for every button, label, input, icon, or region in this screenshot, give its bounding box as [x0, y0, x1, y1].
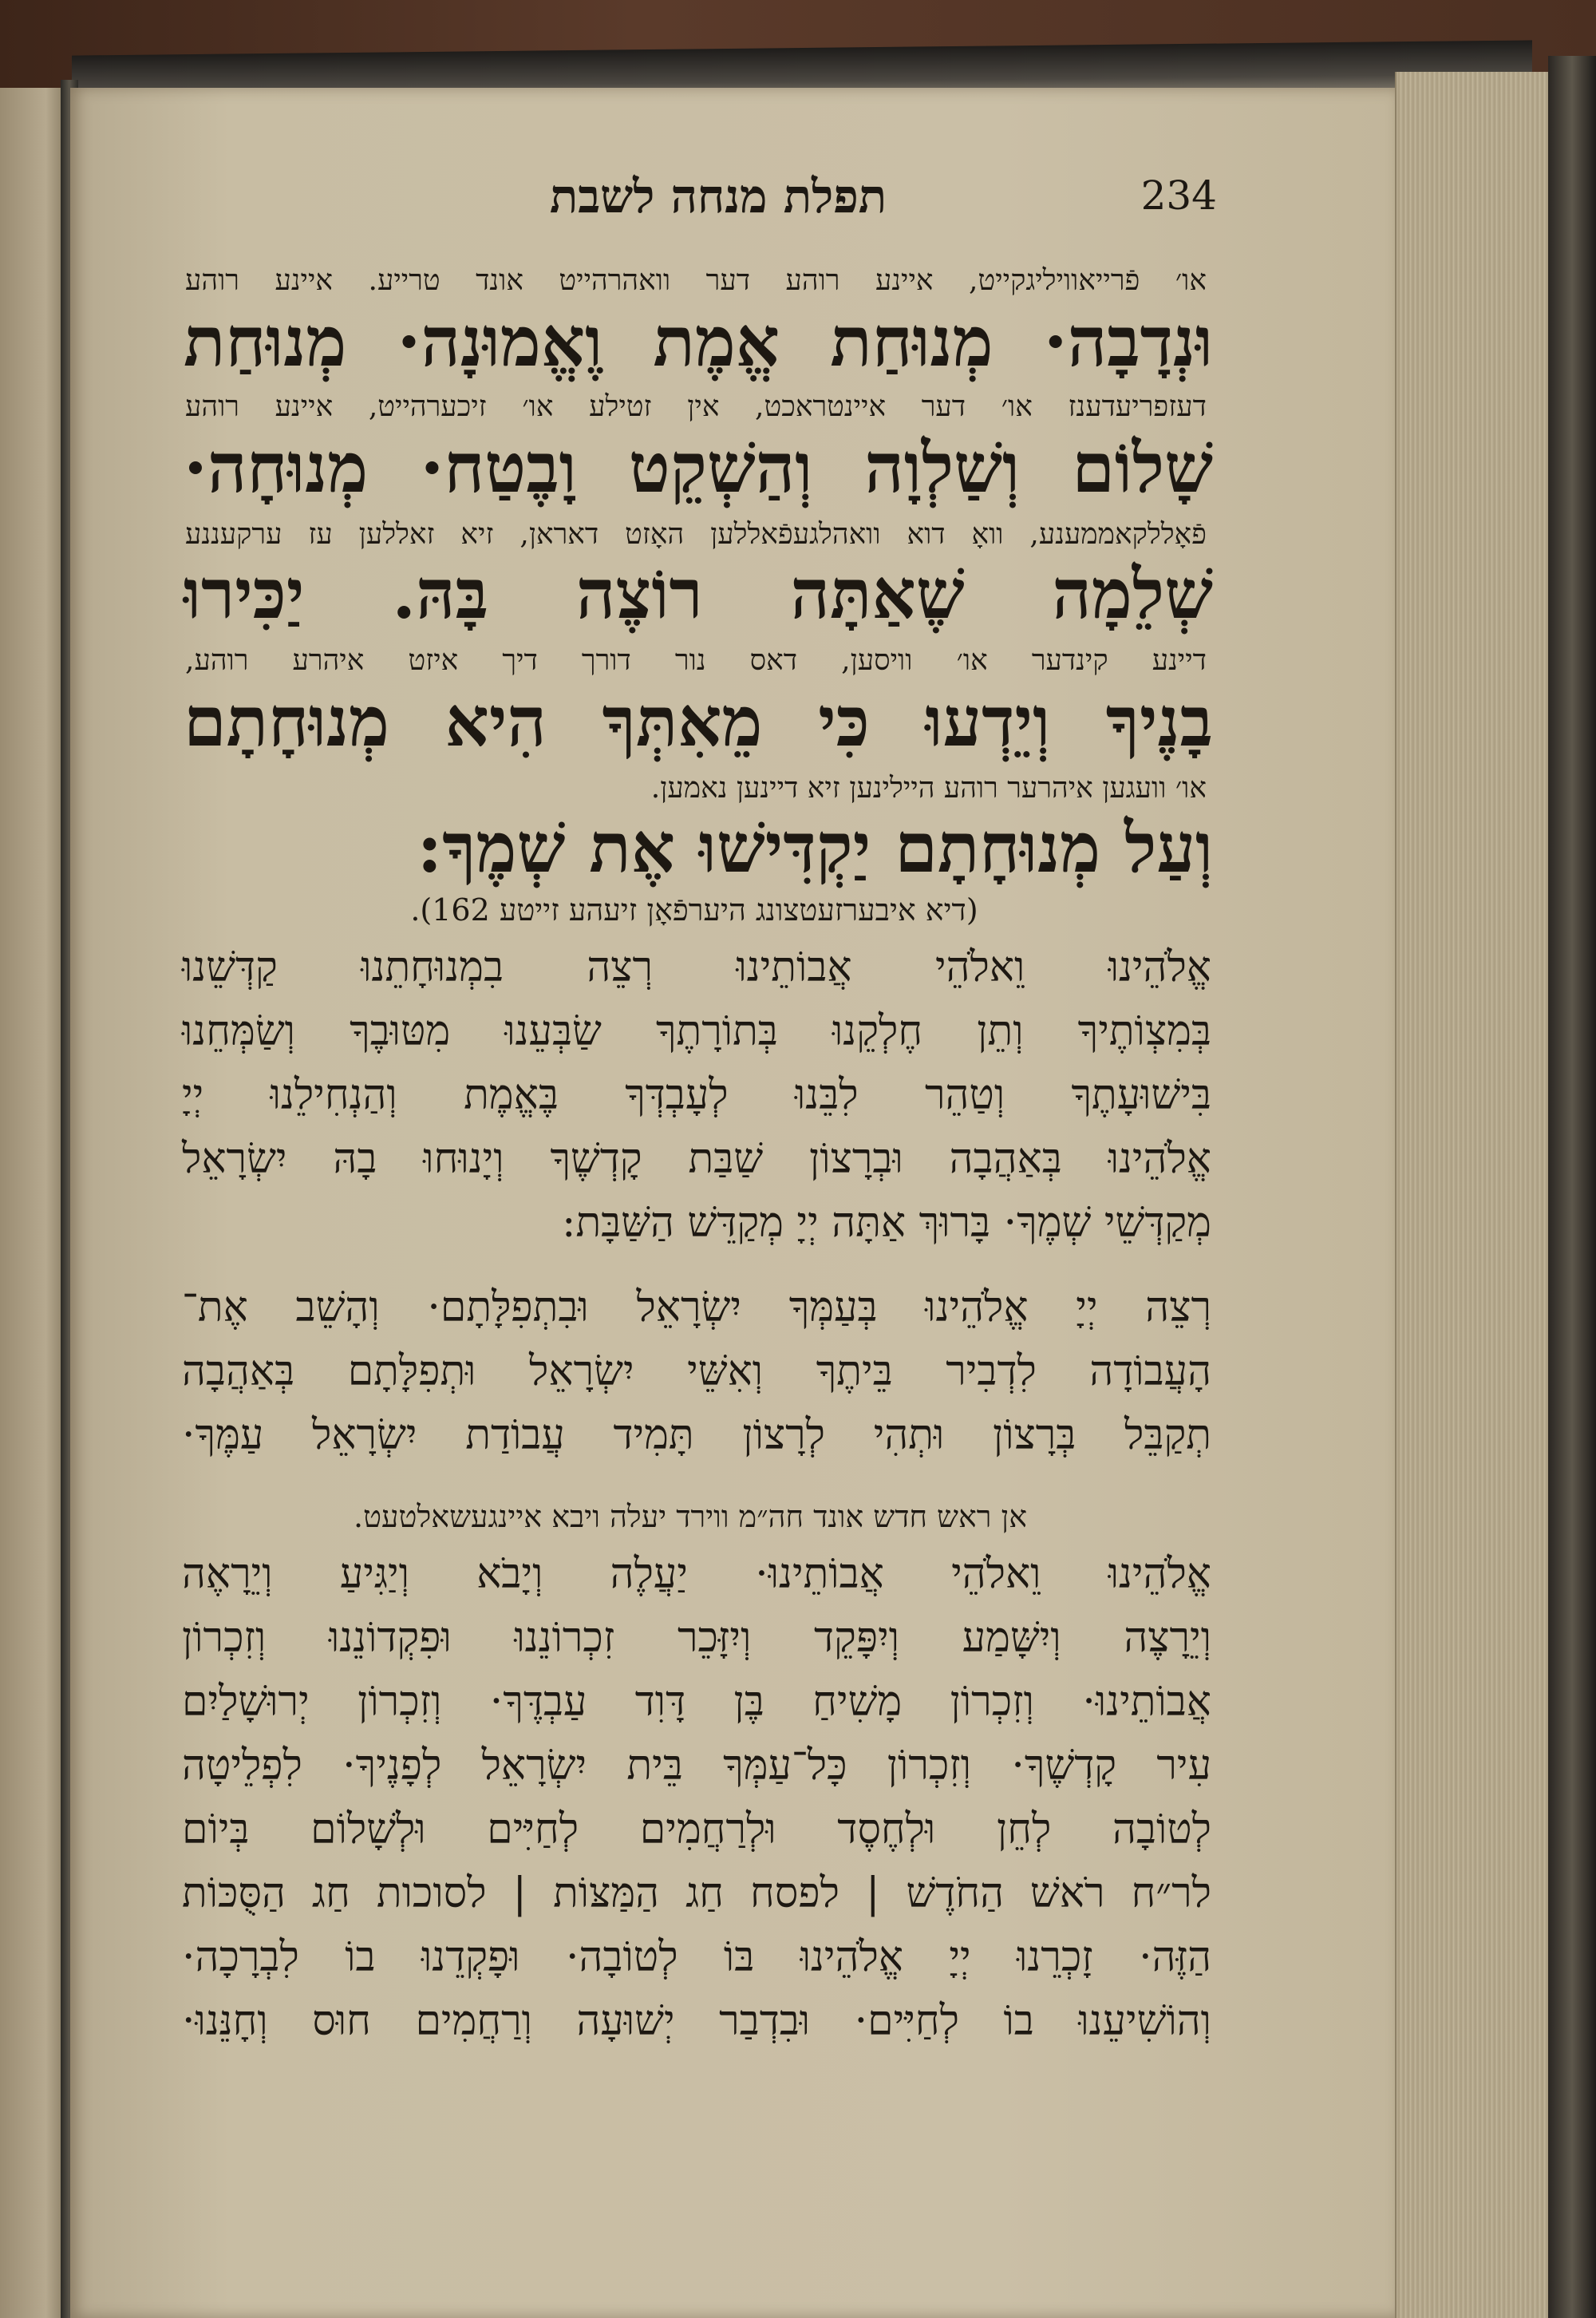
hebrew-large-line-5: וְעַל מְנוּחָתָם יַקְדִּישׁוּ אֶת שְׁמֶךָ:	[417, 808, 1213, 888]
prayer-line-2: בְּמִצְוֹתֶיךָ וְתֵן חֶלְקֵנוּ בְּתוֹרָתֶךָ שַׂבְּעֵנוּ מִטּוּבֶךָ וְשַׂמְּחֵנוּ	[182, 1007, 1211, 1055]
prayer-line-1: אֱלֹהֵינוּ וֵאלֹהֵי אֲבוֹתֵינוּ רְצֵה בִמְנוּחָתֵנוּ קַדְּשֵׁנוּ	[182, 943, 1211, 991]
hebrew-large-line-2: שָׁלוֹם וְשַׁלְוָה וְהַשְׁקֵט וָבֶטַח· מְנוּחָה·	[184, 428, 1213, 508]
page-number: 234	[1140, 172, 1217, 219]
page-stack-edge	[1395, 72, 1564, 2318]
yaaleh-line-7: וְהוֹשִׁיעֵנוּ בוֹ לְחַיִּים· וּבִדְבַר יְשׁוּעָה וְרַחֲמִים חוּס וְחָנֵּנוּ·	[182, 1997, 1211, 2045]
facing-page-edge	[0, 88, 65, 2318]
prayer-line-4: אֱלֹהֵינוּ בְּאַהֲבָה וּבְרָצוֹן שַׁבַּת קָדְשֶׁךָ וְיָנוּחוּ בָהּ יִשְׂרָאֵל	[182, 1135, 1211, 1183]
retzeh-line-3: תְקַבֵּל בְּרָצוֹן וּתְהִי לְרָצוֹן תָּמִיד עֲבוֹדַת יִשְׂרָאֵל עַמֶּךָ·	[182, 1411, 1211, 1459]
retzeh-line-1: רְצֵה יְיָ אֱלֹהֵינוּ בְּעַמְּךָ יִשְׂרָאֵל וּבִתְפִלָּתָם· וְהָשֵׁב אֶת־	[182, 1284, 1211, 1331]
page-title: תפלת מנחה לשבת	[549, 169, 887, 223]
yiddish-line-3: פֿאָללקאממענע, וואָ דוא וואהלגעפֿאללען האָזט דאראן, זיא זאללען עז ערקעננע	[185, 518, 1207, 551]
yaaleh-holiday-line: לר״ח רֹאשׁ הַחֹדֶשׁ | לפסח חַג הַמַּצּוֹת | לסוכות חַג הַסֻּכּוֹת	[182, 1869, 1211, 1917]
translation-note: (דיא איבערזעטצונג היערפֿאָן זיעהע זייטע 162).	[410, 892, 978, 928]
hebrew-large-line-4: בָנֶיךָ וְיֵדְעוּ כִּי מֵאִתְּךָ הִיא מְנוּחָתָם	[184, 682, 1213, 762]
hebrew-large-line-3: שְׁלֵמָה שֶׁאַתָּה רוֹצֶה בָּהּ. יַכִּירוּ	[184, 554, 1213, 635]
prayer-line-5: מְקַדְּשֵׁי שְׁמֶךָ· בָּרוּךְ אַתָּה יְיָ מְקַדֵּשׁ הַשַּׁבָּת:	[561, 1199, 1211, 1247]
yaaleh-line-5: לְטוֹבָה לְחֵן וּלְחֶסֶד וּלְרַחֲמִים לְחַיִּים וּלְשָׁלוֹם בְּיוֹם	[182, 1806, 1211, 1853]
prayer-line-3: בִּישׁוּעָתֶךָ וְטַהֵר לִבֵּנוּ לְעָבְדְּךָ בֶּאֱמֶת וְהַנְחִילֵנוּ יְיָ	[182, 1071, 1211, 1119]
yiddish-line-1: או׳ פֿרייאוויליגקייט, איינע רוהע דער וואהרהייט אונד טרייע. איינע רוהע	[185, 264, 1207, 297]
yaaleh-line-2: וְיֵרָצֶה וְיִשָּׁמַע וְיִפָּקֵד וְיִזָּכֵר זִכְרוֹנֵנוּ וּפִקְדוֹנֵנוּ וְזִכְרוֹן	[182, 1614, 1211, 1662]
yaaleh-line-4: עִיר קָדְשֶׁךָ· וְזִכְרוֹן כָּל־עַמְּךָ בֵּית יִשְׂרָאֵל לְפָנֶיךָ· לִפְלֵיטָה	[182, 1742, 1211, 1790]
rosh-chodesh-instruction: אן ראש חדש אונד חה״מ ווירד יעלה ויבא איינגעשאלטעט.	[354, 1499, 1027, 1534]
yiddish-line-2: דעזפריעדענז או׳ דער איינטראכט, אין זטילע או׳ זיכערהייט, איינע רוהע	[185, 390, 1207, 423]
yaaleh-line-1: אֱלֹהֵינוּ וֵאלֹהֵי אֲבוֹתֵינוּ· יַעֲלֶה וְיָבֹא וְיַגִּיעַ וְיֵרָאֶה	[182, 1550, 1211, 1598]
hebrew-large-line-1: וּנְדָבָה· מְנוּחַת אֱמֶת וֶאֱמוּנָה· מְנוּחַת	[184, 302, 1213, 382]
book-cover-edge	[1548, 56, 1596, 2318]
yaaleh-line-6: הַזֶּה· זָכְרֵנוּ יְיָ אֱלֹהֵינוּ בּוֹ לְטוֹבָה· וּפָקְדֵנוּ בוֹ לִבְרָכָה·	[182, 1933, 1211, 1981]
yiddish-line-5: או׳ וועגען איהרער רוהע היילינען זיא דיינען נאמען.	[650, 772, 1207, 805]
retzeh-line-2: הָעֲבוֹדָה לִדְבִיר בֵּיתֶךָ וְאִשֵּׁי יִשְׂרָאֵל וּתְפִלָּתָם בְּאַהֲבָה	[182, 1347, 1211, 1395]
yaaleh-line-3: אֲבוֹתֵינוּ· וְזִכְרוֹן מָשִׁיחַ בֶּן דָּוִד עַבְדֶּךָ· וְזִכְרוֹן יְרוּשָׁלַיִם	[182, 1678, 1211, 1726]
yiddish-line-4: דיינע קינדער או׳ וויסען, דאס נור דורך דיך איזט איהרע רוהע,	[185, 644, 1207, 677]
